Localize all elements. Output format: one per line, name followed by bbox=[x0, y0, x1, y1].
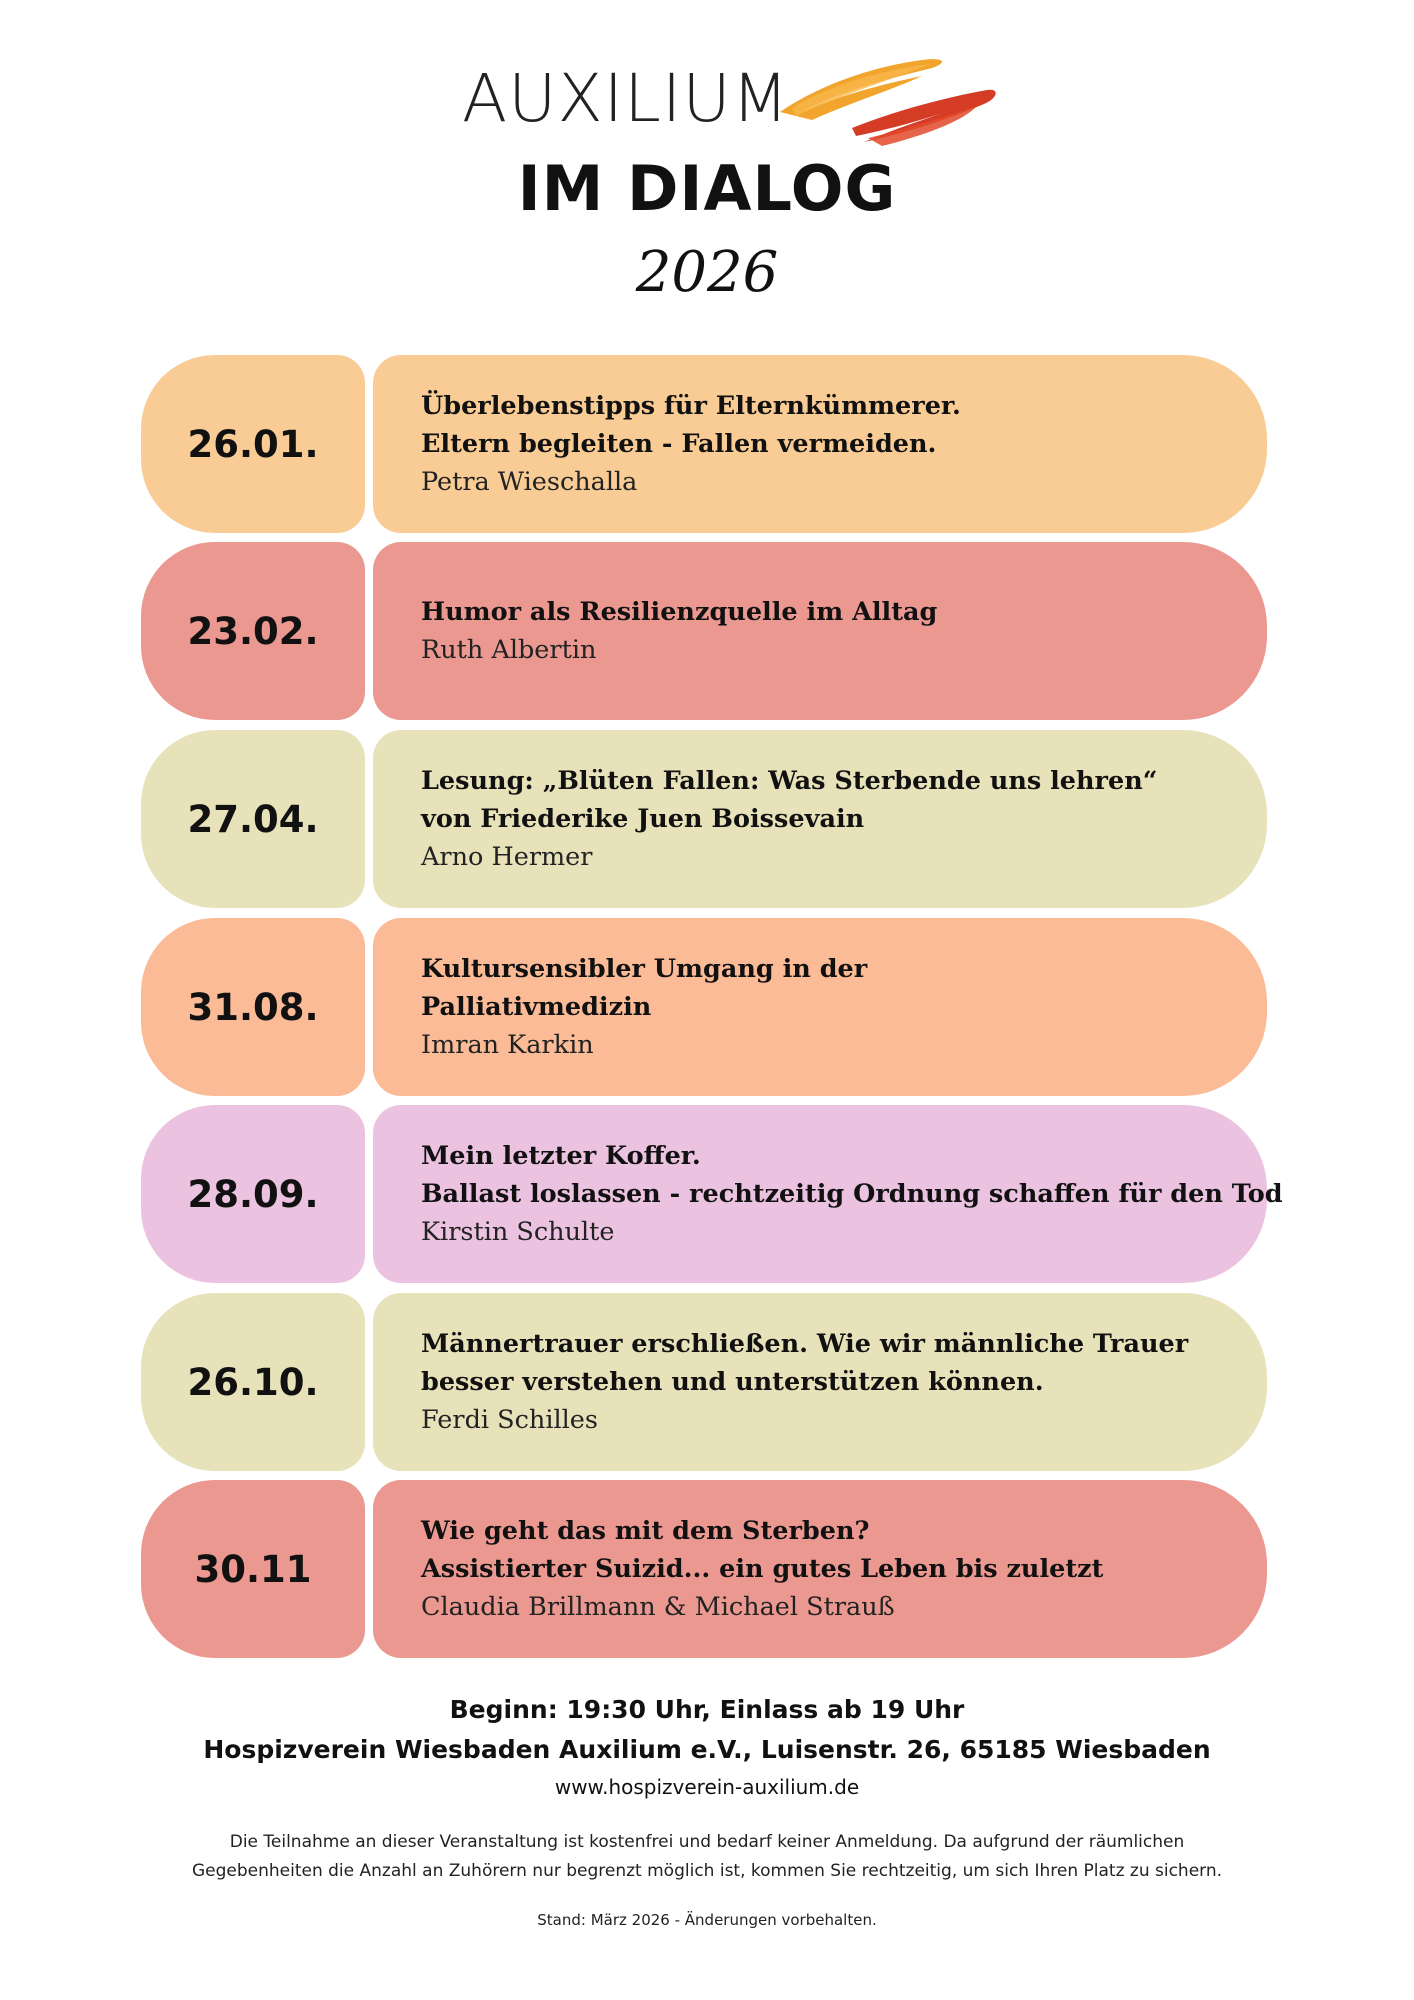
event-info bbox=[373, 355, 1267, 533]
event-speaker: Kirstin Schulte bbox=[421, 1217, 615, 1247]
event-row bbox=[0, 730, 1414, 908]
event-title-line: Männertrauer erschließen. Wie wir männliche Trauer bbox=[421, 1329, 1189, 1359]
event-title-line: Wie geht das mit dem Sterben? bbox=[421, 1516, 870, 1546]
event-row bbox=[0, 918, 1414, 1096]
event-info bbox=[373, 542, 1267, 720]
event-speaker: Claudia Brillmann & Michael Strauß bbox=[421, 1592, 895, 1622]
event-title-line: besser verstehen und unterstützen können. bbox=[421, 1367, 1044, 1397]
event-title-line: Kultursensibler Umgang in der bbox=[421, 954, 868, 984]
event-title-line: von Friederike Juen Boissevain bbox=[421, 804, 865, 834]
event-time: Beginn: 19:30 Uhr, Einlass ab 19 Uhr bbox=[449, 1695, 965, 1724]
event-info bbox=[373, 1105, 1283, 1283]
event-row bbox=[0, 1293, 1414, 1471]
event-date: 30.11 bbox=[141, 1480, 365, 1658]
event-title-line: Überlebenstipps für Elternkümmerer. bbox=[421, 391, 961, 421]
page-header bbox=[0, 0, 1414, 330]
participation-note-line: Die Teilnahme an dieser Veranstaltung ist kostenfrei und bedarf keiner Anmeldung. Da aufgrund der räumlichen bbox=[229, 1832, 1185, 1852]
venue-address: Hospizverein Wiesbaden Auxilium e.V., Luisenstr. 26, 65185 Wiesbaden bbox=[203, 1735, 1211, 1764]
event-row bbox=[0, 542, 1414, 720]
event-row bbox=[0, 1480, 1414, 1658]
event-speaker: Petra Wieschalla bbox=[421, 467, 638, 497]
event-title-line: Assistierter Suizid... ein gutes Leben bis zuletzt bbox=[421, 1554, 1104, 1584]
event-speaker: Ferdi Schilles bbox=[421, 1405, 598, 1435]
event-speaker: Ruth Albertin bbox=[421, 635, 597, 665]
event-title-line: Mein letzter Koffer. bbox=[421, 1141, 701, 1171]
event-info bbox=[373, 918, 1267, 1096]
status-note: Stand: März 2026 - Änderungen vorbehalten. bbox=[537, 1911, 877, 1929]
event-info bbox=[373, 1480, 1267, 1658]
headline: IM DIALOG bbox=[517, 152, 897, 225]
event-info bbox=[373, 1293, 1267, 1471]
participation-note bbox=[0, 1828, 1414, 1886]
event-speaker: Imran Karkin bbox=[421, 1030, 594, 1060]
event-title-line: Eltern begleiten - Fallen vermeiden. bbox=[421, 429, 937, 459]
event-title-line: Humor als Resilienzquelle im Alltag bbox=[421, 597, 938, 627]
event-title-line: Lesung: „Blüten Fallen: Was Sterbende uns lehren“ bbox=[421, 766, 1158, 796]
event-speaker: Arno Hermer bbox=[421, 842, 593, 872]
event-title-line: Ballast loslassen - rechtzeitig Ordnung schaffen für den Tod bbox=[421, 1179, 1283, 1209]
event-date: 23.02. bbox=[141, 542, 365, 720]
event-date: 26.10. bbox=[141, 1293, 365, 1471]
event-date: 28.09. bbox=[141, 1105, 365, 1283]
participation-note-line: Gegebenheiten die Anzahl an Zuhörern nur begrenzt möglich ist, kommen Sie rechtzeitig, um sich Ihren Platz zu sichern. bbox=[191, 1861, 1223, 1881]
event-date: 26.01. bbox=[141, 355, 365, 533]
brand-name: AUXILIUM bbox=[462, 60, 790, 137]
event-title-line: Palliativmedizin bbox=[421, 992, 652, 1022]
website-link[interactable]: www.hospizverein-auxilium.de bbox=[554, 1775, 860, 1799]
event-info bbox=[373, 730, 1267, 908]
event-row bbox=[0, 1105, 1414, 1283]
event-row bbox=[0, 355, 1414, 533]
page-footer bbox=[0, 1690, 1414, 1932]
event-date: 31.08. bbox=[141, 918, 365, 1096]
year: 2026 bbox=[635, 240, 779, 305]
event-date: 27.04. bbox=[141, 730, 365, 908]
